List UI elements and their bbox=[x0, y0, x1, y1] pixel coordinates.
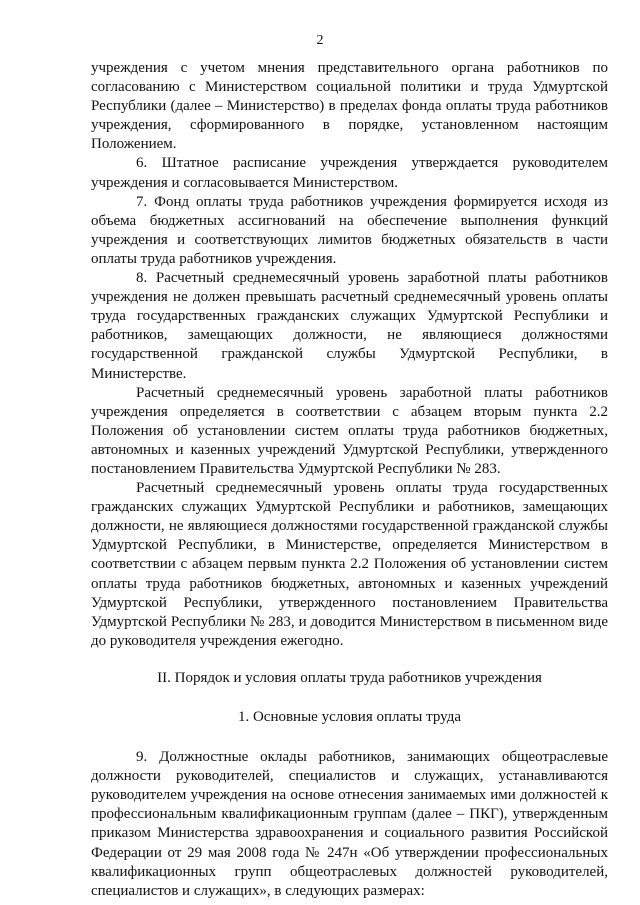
subsection-heading: 1. Основные условия оплаты труда bbox=[237, 709, 462, 725]
page-number: 2 bbox=[316, 33, 324, 48]
paragraph-6: 6. Штатное расписание учреждения утверждается руководителем учреждения и согласовывается Министерством. bbox=[91, 155, 608, 191]
paragraph-7: 7. Фонд оплаты труда работников учреждения формируется исходя из объема бюджетных ассигнований на обеспечение выполнения функций учреждения и соответствующих лимитов бюджетных обязательств в части оплаты труда работников учреждения. bbox=[91, 193, 608, 267]
paragraph-8: 8. Расчетный среднемесячный уровень заработной платы работников учреждения не должен превышать расчетный среднемесячный уровень оплаты труда государственных гражданских служащих Удмуртской Республики и работников, замещающих должности, не являющиеся должностями государственной гражданской службы Удмуртской Республики, в Министерстве. bbox=[91, 270, 608, 382]
paragraph-8-second: Расчетный среднемесячный уровень заработной платы работников учреждения определяется в соответствии с абзацем вторым пункта 2.2 Положения об установлении систем оплаты труда работников бюджетных, автономных и казенных учреждений Удмуртской Республики, утвержденного постановлением Правительства Удмуртской Республики № 283. bbox=[91, 384, 608, 477]
section-heading: II. Порядок и условия оплаты труда работников учреждения bbox=[157, 669, 542, 686]
paragraph-continuation: учреждения с учетом мнения представительного органа работников по согласованию с Министерством социальной политики и труда Удмуртской Республики (далее – Министерство) в пределах фонда оплаты труда работников учреждения, сформированного в порядке, установленном настоящим Положением. bbox=[91, 60, 608, 153]
document-body bbox=[91, 59, 608, 901]
paragraph-9: 9. Должностные оклады работников, занимающих общеотраслевые должности руководителей, специалистов и служащих, устанавливаются руководителем учреждения на основе отнесения занимаемых ими должностей к профессиональным квалификационным группам (далее – ПКГ), утвержденным приказом Министерства здравоохранения и социального развития Российской Федерации от 29 мая 2008 года № 247н «Об утверждении профессиональных квалификационных групп общеотраслевых должностей руководителей, специалистов и служащих», в следующих размерах: bbox=[91, 749, 608, 899]
paragraph-8-third: Расчетный среднемесячный уровень оплаты труда государственных гражданских служащих Удмуртской Республики и работников, замещающих должности, не являющиеся должностями государственной гражданской службы Удмуртской Республики, в Министерстве, определяется Министерством в соответствии с абзацем первым пункта 2.2 Положения об установлении систем оплаты труда работников бюджетных, автономных и казенных учреждений Удмуртской Республики, утвержденного постановлением Правительства Удмуртской Республики № 283, и доводится Министерством в письменном виде до руководителя учреждения ежегодно. bbox=[91, 480, 608, 649]
